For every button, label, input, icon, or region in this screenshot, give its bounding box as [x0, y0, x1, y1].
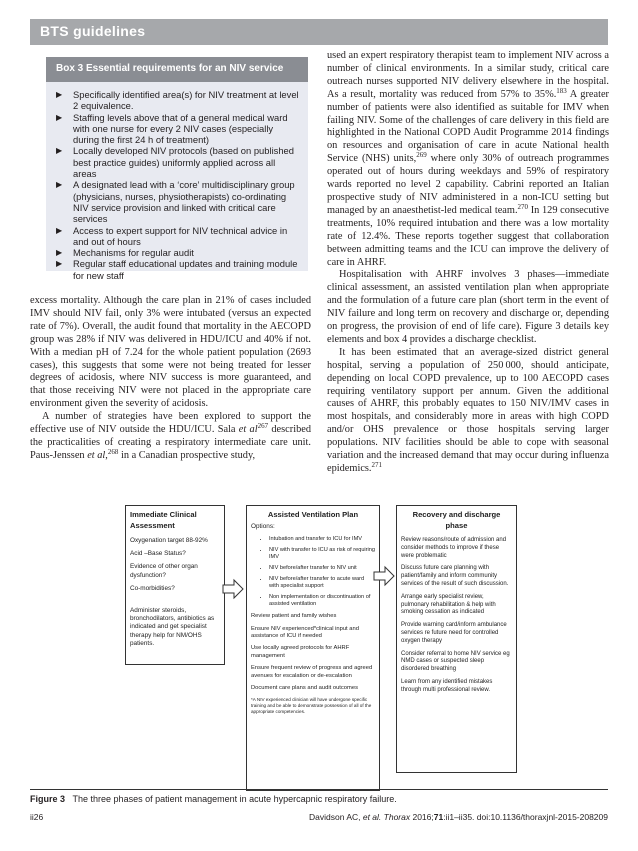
- fig-box-immediate-assessment: [125, 505, 225, 665]
- list-item: • NIV before/after transfer to NIV unit: [269, 565, 375, 572]
- list-item: • NIV with transfer to ICU as risk of requiring IMV: [269, 547, 375, 561]
- fig-box-ventilation-plan: [246, 505, 380, 791]
- bullet-triangle-icon: ▶: [56, 90, 63, 99]
- list-item: ▶ Locally developed NIV protocols (based on published best practice guides) uniformly applied across all areas: [56, 145, 294, 180]
- list-item: Co-morbidities?: [130, 584, 175, 592]
- box3-list: [56, 89, 301, 281]
- caption-rule: [30, 789, 608, 790]
- list-item: Discuss future care planning with patient/family and inform community services of the result of such discussion.: [401, 565, 509, 587]
- list-item: ▶ A designated lead with a ‘core’ multidisciplinary group (physicians, nurses, physiotherapists) co-ordinating NIV service provision and linked with critical care services: [56, 179, 295, 225]
- bullet-triangle-icon: ▶: [56, 225, 63, 235]
- list-item: Provide warning card/inform ambulance services re future need for controlled oxygen therapy: [401, 622, 507, 644]
- list-item: Acid –Base Status?: [130, 550, 186, 558]
- footnote: *A NIV experienced clinician will have undergone specific training and be able to demonstrate possession of all of the appropriate competencies.: [251, 697, 372, 715]
- right-column: [327, 50, 609, 476]
- list-item: Administer steroids, bronchodilators, antibiotics as indicated and get specialist therapy help for NM/OHS patients.: [130, 607, 215, 647]
- fig-box-title: Recovery and discharge phase: [412, 510, 501, 530]
- caption-label: Figure 3: [30, 794, 66, 804]
- left-column: [30, 295, 311, 463]
- options-label: Options:: [251, 523, 275, 530]
- box3-title: Box 3 Essential requirements for an NIV service: [56, 63, 284, 74]
- page-number: ii26: [30, 812, 44, 822]
- body-paragraph: Hospitalisation with AHRF involves 3 phases—immediate clinical assessment, an assisted ventilation plan when appropriate and the formulation of a future care plan (short term in the event of NIV failure and long term on recovery and discharge or, depending on progress, the provision of end of life care). Figure 3 details key elements and box 4 provides a discharge checklist.: [327, 269, 609, 345]
- body-paragraph: It has been estimated that an average-sized district general hospital, serving a population of 250 000, should anticipate, depending on local COPD prevalence, up to 100 AECOPD cases requiring ventilatory support per annum. Given the additional causes of AHRF, this probably equates to 150 NIV/IMV cases in most hospitals, and considerably more in areas with high COPD and/or OHS prevalence or those hospitals serving larger populations. NIV facilities should be able to cope with seasonal variation and the increased demand that may occur during influenza epidemics.$^{271}$: [327, 346, 609, 474]
- box3-panel: [46, 57, 308, 281]
- list-item: Oxygenation target 88-92%: [130, 537, 208, 544]
- list-item: ▶ Staffing levels above that of a general medical ward with one nurse for every 2 NIV cases (especially during the first 24 h of treatment): [56, 111, 288, 146]
- header-bar: [30, 19, 608, 45]
- list-item: Consider referral to home NIV service eg NMD cases or suspected sleep disordered breathing: [401, 650, 510, 673]
- list-item: Arrange early specialist review, pulmonary rehabilitation & help with smoking cessation as indicated: [401, 593, 496, 616]
- fig-box-recovery-discharge: [396, 505, 517, 773]
- list-item: ▶ Mechanisms for regular audit: [56, 247, 194, 259]
- list-item: Evidence of other organ dysfunction?: [130, 563, 198, 579]
- list-item: ▶ Access to expert support for NIV technical advice in and out of hours: [56, 224, 288, 247]
- fig-box-title: Immediate Clinical Assessment: [130, 510, 197, 530]
- list-item: Document care plans and audit outcomes: [251, 685, 358, 692]
- arrow-right-icon: [373, 565, 395, 587]
- bullet-triangle-icon: ▶: [56, 180, 63, 190]
- list-item: Use locally agreed protocols for AHRF management: [251, 645, 350, 659]
- bullet-triangle-icon: ▶: [56, 248, 63, 258]
- list-item: Learn from any identified mistakes through multi professional review.: [401, 678, 493, 693]
- list-item: • NIV before/after transfer to acute ward with specialist support: [269, 576, 375, 590]
- list-item: Ensure frequent review of progress and agreed avenues for escalation or de-escalation: [251, 665, 373, 679]
- list-item: • Non implementation or discontinuation of assisted ventilation: [269, 594, 375, 608]
- figure-caption: [30, 794, 397, 804]
- list-item: Ensure NIV experienced*clinical input and assistance of ICU if needed: [251, 625, 359, 640]
- citation: Davidson AC, et al. Thorax 2016;71:ii1–ii35. doi:10.1136/thoraxjnl-2015-208209: [308, 812, 608, 822]
- bullet-triangle-icon: ▶: [56, 259, 63, 269]
- bullet-triangle-icon: ▶: [56, 146, 63, 156]
- bullet-triangle-icon: ▶: [56, 112, 63, 122]
- body-paragraph: used an expert respiratory therapist team to implement NIV across a number of clinical environments. In a similar study, critical care outreach nurses supported NIV delivery elsewhere in the hospital. As a result, mortality was reduced from 57% to 35%.$^{183}$ A greater number of patients were also identified as suitable for IMV when failing NIV. Some of the challenges of care delivery in this field are highlighted in the National COPD Audit Programme 2014 findings on resources and organisation of care in acute National health Service (NHS) units,$^{269}$ where only 30% of outreach programmes operated out of hours during weekdays and 59% of respiratory wards reported no level 2 capability. Cabrini reported an Italian prospective study of NIV administered in a non-ICU setting but managed by an anaesthetist-led medical team.$^{270}$ In 129 consecutive treatments, 10% required intubation and there was a low mortality rate of 12.4%. These reports together suggest that collaboration between admitting teams and the ICU can improve the delivery of care in AHRF.: [327, 50, 610, 268]
- caption-text: The three phases of patient management in acute hypercapnic respiratory failure.: [72, 794, 397, 804]
- list-item: Review reasons/route of admission and consider methods to improve if these were problematic: [401, 537, 507, 559]
- body-paragraph: A number of strategies have been explored to support the effective use of NIV outside the HDU/ICU. Sala et $al^{267}$ described the practicalities of creating a respiratory intermediate care unit. Paus-Jenssen et al,$^{268}$ in a Canadian prospective study,: [30, 411, 311, 461]
- list-item: ▶ Specifically identified area(s) for NIV treatment at level 2 equivalence.: [56, 89, 299, 112]
- body-paragraph: excess mortality. Although the care plan in 21% of cases included IMV should NIV fail, only 3% were intubated (versus an expected rate of 7%). Overall, the audit found that mortality in the AECOPD group was 28% if NIV was delivered in HDU/ICU and 40% if not. With a median pH of 7.24 for the whole patient population (2693 cases), this suggests that some were not being treated for lesser degrees of acidosis, where NIV success is more guaranteed, and that those receiving NIV were not placed in the appropriate care environment given the severity of acidosis.: [30, 295, 311, 410]
- section-title: BTS guidelines: [40, 23, 146, 39]
- arrow-right-icon: [222, 578, 244, 600]
- fig-box-title: Assisted Ventilation Plan: [267, 510, 359, 519]
- list-item: • Intubation and transfer to ICU for IMV: [269, 536, 375, 543]
- list-item: Review patient and family wishes: [251, 613, 337, 620]
- list-item: ▶ Regular staff educational updates and training module for new staff: [56, 258, 298, 281]
- box3-header: [46, 57, 308, 82]
